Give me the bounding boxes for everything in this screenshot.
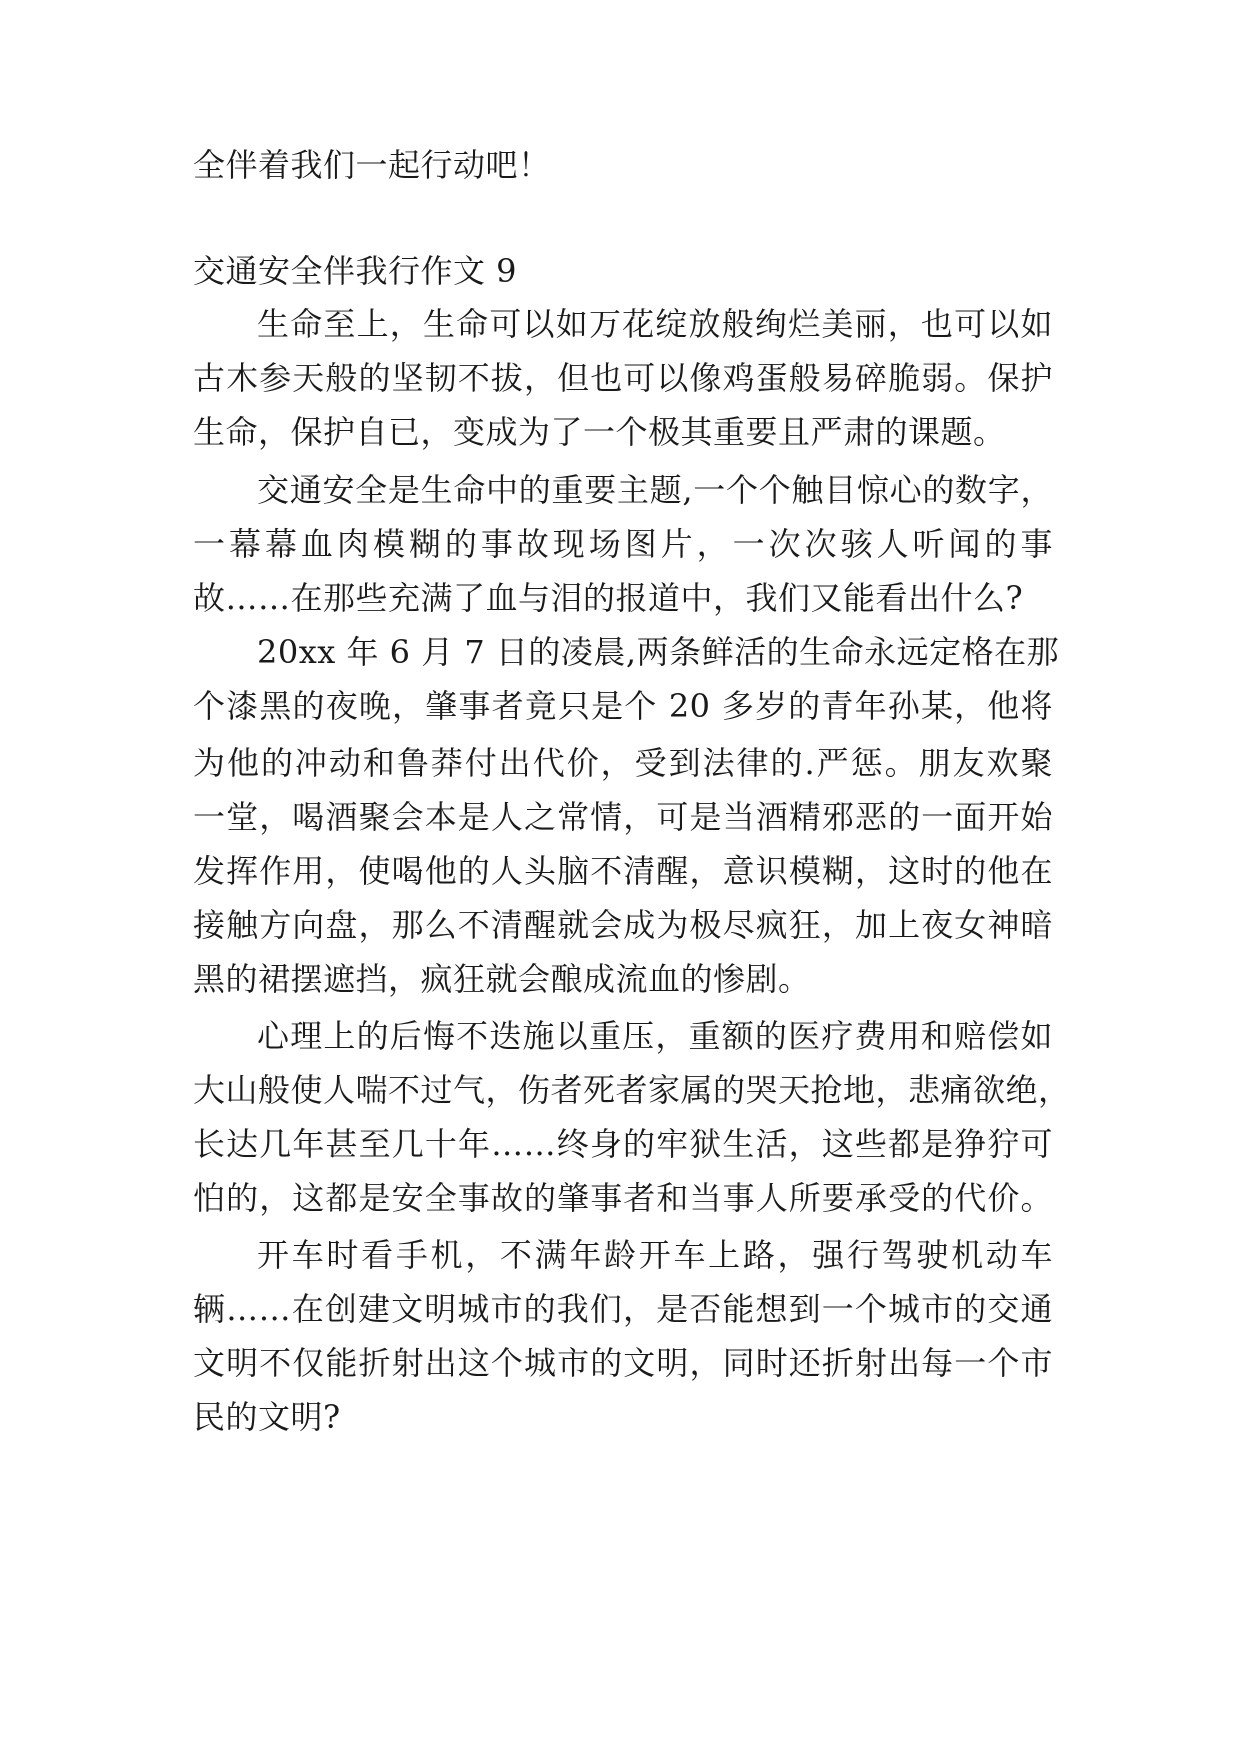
paragraph-3-line-5: 发挥作用，使喝他的人头脑不清醒，意识模糊，这时的他在 — [193, 852, 1053, 890]
paragraph-1-line-2: 古木参天般的坚韧不拔，但也可以像鸡蛋般易碎脆弱。保护 — [193, 359, 1053, 397]
paragraph-3-line-1: 20xx 年 6 月 7 日的凌晨,两条鲜活的生命永远定格在那 — [257, 633, 1060, 671]
paragraph-1-line-1: 生命至上，生命可以如万花绽放般绚烂美丽，也可以如 — [257, 305, 1053, 343]
paragraph-5-line-4: 民的文明? — [193, 1398, 341, 1436]
paragraph-4-line-2: 大山般使人喘不过气，伤者死者家属的哭天抢地，悲痛欲绝， — [193, 1071, 1071, 1109]
essay-title: 交通安全伴我行作文 9 — [193, 252, 518, 290]
paragraph-4-line-1: 心理上的后悔不迭施以重压，重额的医疗费用和赔偿如 — [257, 1017, 1053, 1055]
paragraph-3-line-4: 一堂，喝酒聚会本是人之常情，可是当酒精邪恶的一面开始 — [193, 798, 1053, 836]
paragraph-5-line-1: 开车时看手机，不满年龄开车上路，强行驾驶机动车 — [257, 1236, 1053, 1274]
paragraph-3-line-6: 接触方向盘，那么不清醒就会成为极尽疯狂，加上夜女神暗 — [193, 906, 1053, 944]
paragraph-3-line-3: 为他的冲动和鲁莽付出代价，受到法律的.严惩。朋友欢聚 — [193, 744, 1053, 782]
paragraph-2-line-3: 故……在那些充满了血与泪的报道中，我们又能看出什么? — [193, 579, 1024, 617]
paragraph-5-line-2: 辆……在创建文明城市的我们，是否能想到一个城市的交通 — [193, 1290, 1053, 1328]
paragraph-2-line-1: 交通安全是生命中的重要主题,一个个触目惊心的数字， — [257, 471, 1053, 509]
paragraph-3-line-7: 黑的裙摆遮挡，疯狂就会酿成流血的惨剧。 — [193, 960, 811, 998]
paragraph-4-line-4: 怕的，这都是安全事故的肇事者和当事人所要承受的代价。 — [193, 1179, 1053, 1217]
closing-line: 全伴着我们一起行动吧！ — [193, 146, 551, 184]
paragraph-1-line-3: 生命，保护自已，变成为了一个极其重要且严肃的课题。 — [193, 413, 1006, 451]
paragraph-5-line-3: 文明不仅能折射出这个城市的文明，同时还折射出每一个市 — [193, 1344, 1053, 1382]
paragraph-3-line-2: 个漆黑的夜晚，肇事者竟只是个 20 多岁的青年孙某，他将 — [193, 687, 1053, 725]
paragraph-4-line-3: 长达几年甚至几十年……终身的牢狱生活，这些都是狰狞可 — [193, 1125, 1053, 1163]
paragraph-2-line-2: 一幕幕血肉模糊的事故现场图片，一次次骇人听闻的事 — [193, 525, 1053, 563]
